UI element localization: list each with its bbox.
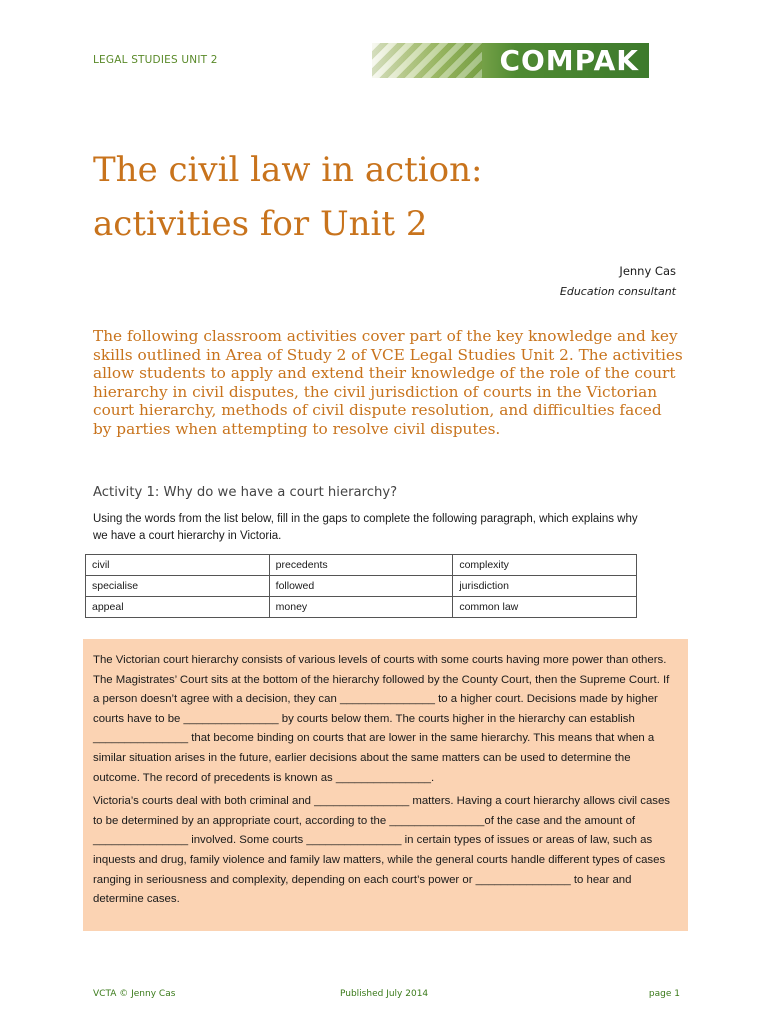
table-row [86,597,637,618]
table-row [86,555,637,576]
footer-page-number: page 1 [648,989,680,999]
fill-in-paragraph-1: The Victorian court hierarchy consists of various levels of courts with some courts having more power than others. The Magistrates’ Court sits at the bottom of the hierarchy followed by the County Court, then the Supreme Court. If a person doesn’t agree with a decision, they can _______________ to a higher court. Decisions made by higher courts have to be _______________ by courts below them. The courts higher in the hierarchy can establish _______________ that become binding on courts that are lower in the same hierarchy. This means that when a similar situation arises in the future, earlier decisions about the same matters can be used to determine the outcome. The record of precedents is known as _______________. [93,654,670,784]
table-cell: appeal [86,597,270,618]
page-title [93,143,693,251]
compak-logo [372,43,649,78]
fill-in-paragraph-2: Victoria’s courts deal with both criminal and _______________ matters. Having a court hierarchy allows civil cases to be determined by an appropriate court, according to the _______________of the case and the amount of _______________ involved. Some courts _______________ in certain types of issues or areas of law, such as inquests and drug, family violence and family law matters, while the general courts handle different types of cases ranging in seriousness and complexity, depending on each court’s power or _______________ to hear and determine cases. [93,795,671,906]
fill-in-paragraph-box [83,639,688,931]
logo-text: COMPAK [499,44,639,77]
table-row [86,576,637,597]
header-label: LEGAL STUDIES UNIT 2 [93,54,218,66]
author-role: Education consultant [559,285,676,298]
footer-published: Published July 2014 [340,989,429,999]
table-cell: civil [86,555,270,576]
table-cell: specialise [86,576,270,597]
title-line-1: The civil law in action: [93,150,483,190]
activity-1-instructions: Using the words from the list below, fill in the gaps to complete the following paragraph, which explains why we have a court hierarchy in Victoria. [93,513,638,542]
table-cell: complexity [453,555,637,576]
table-cell: jurisdiction [453,576,637,597]
table-cell: money [269,597,453,618]
title-line-2: activities for Unit 2 [93,204,428,244]
word-list-table [85,554,637,618]
table-cell: common law [453,597,637,618]
table-cell: precedents [269,555,453,576]
intro-paragraph: The following classroom activities cover part of the key knowledge and key skills outlined in Area of Study 2 of VCE Legal Studies Unit 2. The activities allow students to apply and extend their knowledge of the role of the court hierarchy in civil disputes, the civil jurisdiction of courts in the Victorian court hierarchy, methods of civil dispute resolution, and difficulties faced by parties when attempting to resolve civil disputes. [93,327,683,438]
footer-copyright: VCTA © Jenny Cas [93,989,176,999]
author-name: Jenny Cas [619,264,676,278]
logo-texture [372,43,482,78]
table-cell: followed [269,576,453,597]
activity-1-heading: Activity 1: Why do we have a court hierarchy? [93,485,398,500]
